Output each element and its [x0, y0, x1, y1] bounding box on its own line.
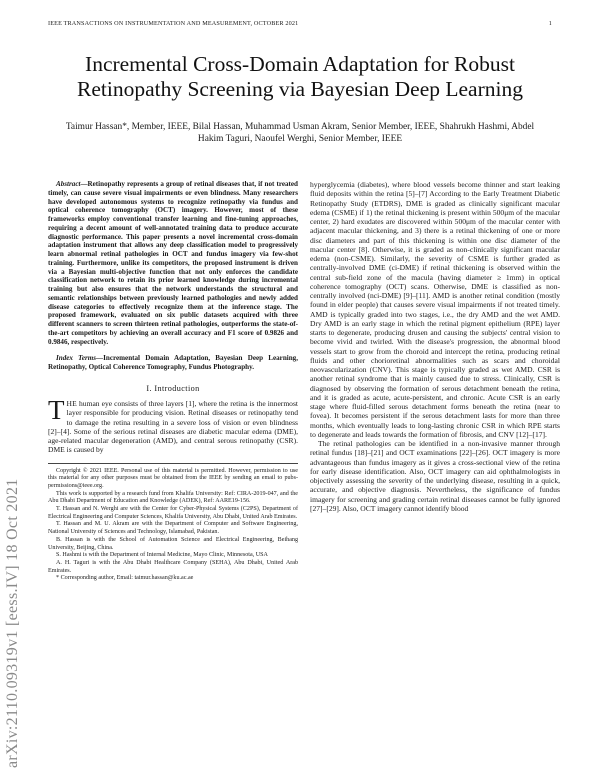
footnote-rule	[48, 463, 298, 464]
index-terms-label: Index Terms	[56, 354, 97, 363]
footnote-copyright: Copyright © 2021 IEEE. Personal use of this material is permitted. However, permission to use this material for any other purposes must be obtained from the IEEE by sending an email to pubs-permissions@ieee.org.	[48, 467, 298, 489]
intro-text: human eye consists of three layers [1], where the retina is the innermost layer responsible for producing vision. Retinal diseases or retinopathy tend to damage the retina resulting in a severe loss of vision or even blindness [2]–[4]. Some of the serious retinal diseases are diabetic macular edema (DME), age-related macular degeneration (AMD), and central serous retinopathy (CSR). DME is caused by	[48, 399, 298, 455]
section-heading-introduction: I. Introduction	[146, 383, 200, 393]
right-column	[310, 180, 560, 513]
running-header	[48, 20, 552, 32]
left-column	[48, 180, 298, 583]
body-paragraph: The retinal pathologies can be identified in a non-invasive manner through retinal fundus [18]–[21] and OCT examinations [22]–[26]. OCT imagery is more advantageous than fundus imagery as it gives a cross-sectional view of the retina for early disease identification. Also, OCT imagery can aid ophthalmologists in objectively assessing the severity of the underlying disease, resulting in a quick, accurate, and objective diagnosis. Nevertheless, the significance of fundus imagery for screening and grading certain retinal diseases cannot be fully ignored [27]–[29]. Also, OCT imagery cannot identify blood	[310, 439, 560, 513]
paper-title: Incremental Cross-Domain Adaptation for Robust Retinopathy Screening via Bayesian Deep Learning	[77, 52, 523, 101]
index-terms-text: —Incremental Domain Adaptation, Bayesian Deep Learning, Retinopathy, Optical Coherence Tomography, Fundus Photography.	[48, 354, 299, 371]
footnote-affiliation: S. Hashmi is with the Department of Internal Medicine, Mayo Clinic, Minnesota, USA	[56, 552, 268, 559]
footnotes	[48, 468, 298, 584]
abstract-text: —Retinopathy represents a group of retinal diseases that, if not treated timely, can cause severe visual impairments or even blindness. Many researchers have developed autonomous systems to recognize retinopathy via fundus and optical coherence tomography (OCT) imagery. However, most of these frameworks employ conventional transfer learning and fine-tuning approaches, requiring a decent amount of well-annotated training data to produce accurate diagnostic performance. This paper presents a novel incremental cross-domain adaptation instrument that allows any deep classification model to progressively learn abnormal retinal pathologies in OCT and fundus imagery via few-shot training. Furthermore, unlike its competitors, the proposed instrument is driven via a Bayesian multi-objective function that not only enforces the candidate classification network to retain its prior learned knowledge during incremental training but also ensures that the network understands the structural and semantic relationships between previously learned pathologies and newly added disease categories to effectively recognize them at the inference stage. The proposed framework, evaluated on six public datasets acquired with three different scanners to screen thirteen retinal pathologies, outperforms the state-of-the-art competitors by achieving an overall accuracy and F1 score of 0.9826 and 0.9846, respectively.	[48, 180, 298, 346]
author-list: Taimur Hassan*, Member, IEEE, Bilal Hassan, Muhammad Usman Akram, Senior Member, IEEE, Shahrukh Hashmi, Abdel Hakim Taguri, Naoufel Werghi, Senior Member, IEEE	[65, 122, 535, 144]
footnote-corresponding-author: * Corresponding author, Email: taimur.hassan@ku.ac.ae	[56, 575, 194, 582]
footnote-affiliation: T. Hassan and M. U. Akram are with the Department of Computer and Software Engineering, National University of Sciences and Technology, Islamabad, Pakistan.	[48, 521, 298, 536]
abstract-label: Abstract	[56, 180, 81, 188]
introduction-paragraph	[48, 395, 298, 455]
footnote-funding: This work is supported by a research fund from Khalifa University: Ref: CIRA-2019-047, and the Abu Dhabi Department of Education and Knowledge (ADEK), Ref: AARE19-156.	[48, 490, 298, 505]
page-number: 1	[548, 20, 552, 27]
footnote-affiliation: T. Hassan and N. Werghi are with the Center for Cyber-Physical Systems (C2PS), Department of Electrical Engineering and Computer Sciences, Khalifa University, Abu Dhabi, United Arab Emirates.	[48, 506, 298, 520]
drop-cap: T	[48, 395, 65, 425]
index-terms	[48, 354, 298, 372]
footnote-affiliation: A. H. Taguri is with the Abu Dhabi Healthcare Company (SEHA), Abu Dhabi, United Arab Emirates.	[48, 559, 298, 574]
footnote-affiliation: B. Hassan is with the School of Automation Science and Electrical Engineering, Beihang University, Beijing, China.	[48, 536, 298, 551]
arxiv-stamp: arXiv:2110.09319v1 [eess.IV] 18 Oct 2021	[4, 478, 21, 768]
abstract	[48, 180, 298, 346]
running-title: IEEE TRANSACTIONS ON INSTRUMENTATION AND MEASUREMENT, OCTOBER 2021	[48, 20, 299, 27]
body-paragraph: hyperglycemia (diabetes), where blood vessels become thinner and start leaking fluid deposits within the retina [5]–[7] According to the Early Treatment Diabetic Retinopathy Study (ETDRS), DME is graded as clinically significant macular edema (CSME) if 1) the retinal thickening is present within 500μm of the macular center, 2) hard exudates are discovered within 500μm of the macular center with adjacent macular thickening, and 3) there is a retinal thickening of one or more disc diameters and part of this thickening is within one disc diameter of the macular center [8]. Otherwise, it is graded as non-clinically significant macular edema (non-CSME). Similarly, the severity of CSME is further graded as centrally-involved DME (ci-DME) if retinal thickening is observed within the central sub-field zone of the macula (having diameter ≥ 1mm) in optical coherence tomography (OCT) scans. Otherwise, DME is classified as non-centrally involved (nci-DME) [9]–[11]. AMD is another retinal condition (mostly found in elder people) that causes severe visual impairments if not treated timely. AMD is typically graded into two stages, i.e., the dry AMD and the wet AMD. Dry AMD is an early stage in which the retinal pigment epithelium (RPE) layer starts to degenerate, producing drusen and causing the subjects' central vision to become vivid and twirled. With the disease's progression, the abnormal blood vessels start to grow from the choroid and intercept the retina, producing retinal fluids and other chorioretinal abnormalities such as scars and choroidal neovascularization (CNV). This stage is typically graded as wet AMD. CSR is another retinal syndrome that is mainly caused due to stress. Clinically, CSR is diagnosed by observing the formation of serous detachment beneath the retina, and it is graded as acute, acute-persistent, and chronic. Acute CSR is an early stage where fluid-filled serous detachment forms beneath the retina (near to fovea). It becomes persistent if the serous detachment lasts for more than three months, which eventually leads to long-lasting chronic CSR in which RPE starts to degenerate and leads towards the formation of fibrosis, and CNV [12]–[17].	[310, 180, 560, 439]
intro-first-word: HE	[66, 399, 77, 408]
